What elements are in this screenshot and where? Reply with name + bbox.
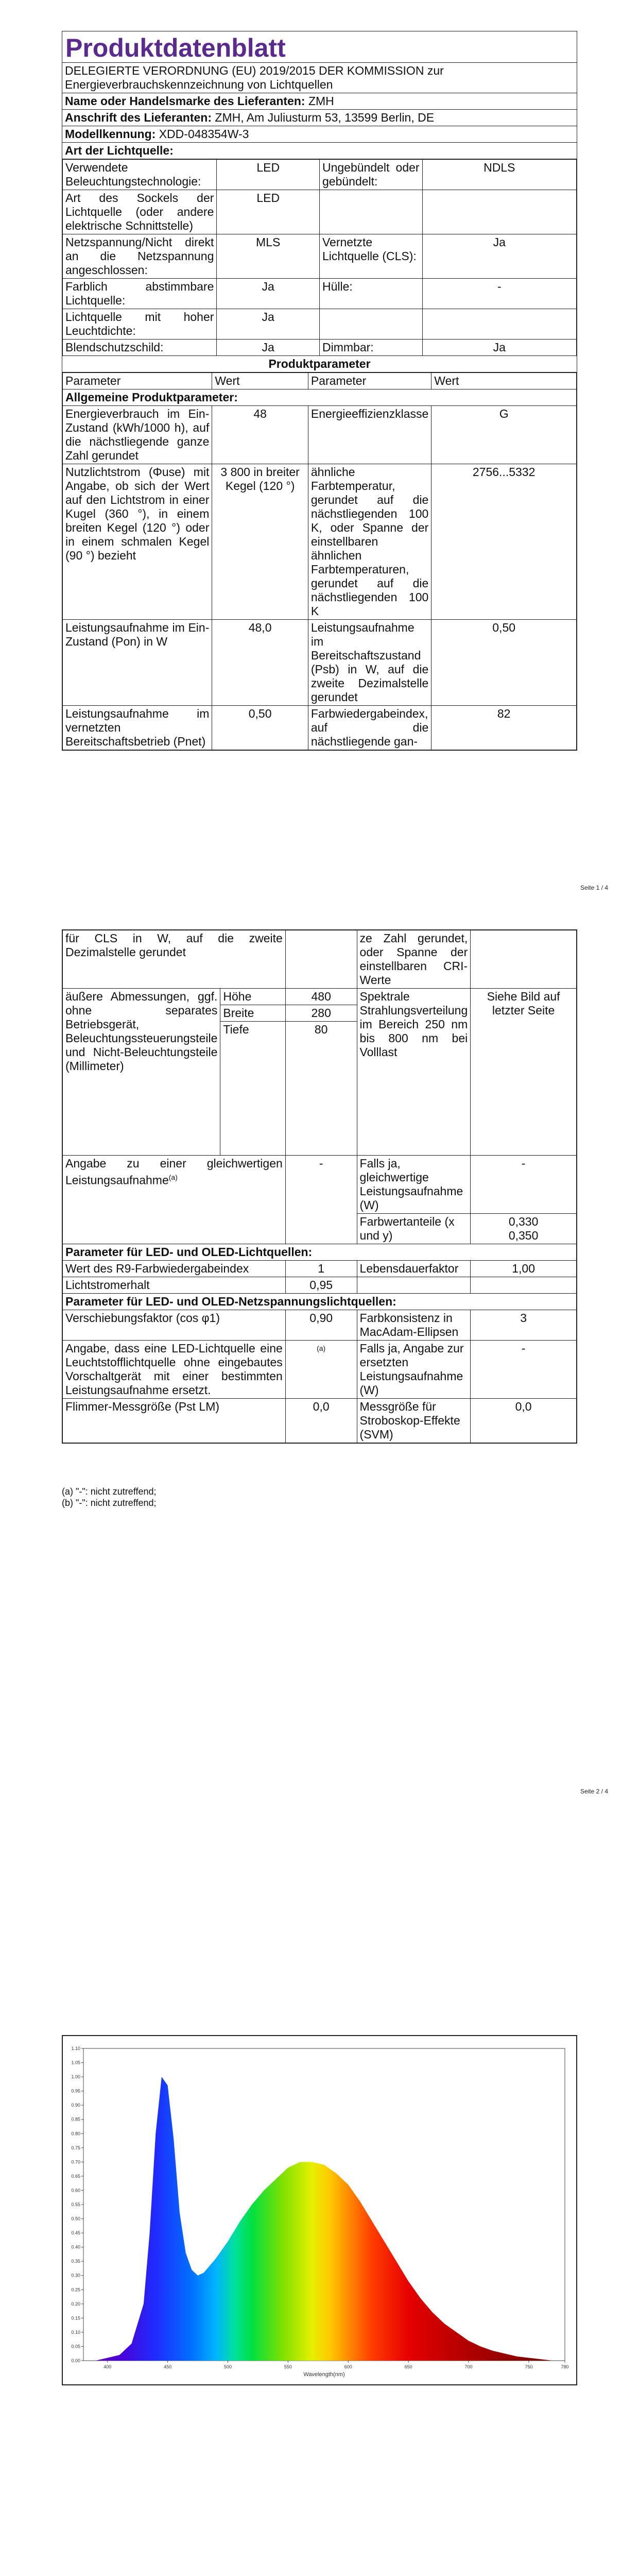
datasheet-table-1: [62, 31, 577, 751]
light-source-row: [63, 160, 577, 190]
dim-depth-value: 80: [285, 1022, 357, 1156]
light-source-row: [63, 234, 577, 279]
y-tick-label: 0.80: [71, 2131, 80, 2137]
spectrum-label: Spektrale Strahlungsverteilung im Bereich 250 nm bis 800 nm bei Volllast: [357, 989, 471, 1156]
dim-depth-label: Tiefe: [220, 1022, 285, 1156]
product-params-heading: Produktparameter: [268, 357, 371, 370]
dim-height-value: 480: [285, 989, 357, 1005]
row-value: Ja: [217, 279, 320, 309]
x-tick-label: 400: [103, 2364, 112, 2369]
y-tick-label: 0.60: [71, 2188, 80, 2193]
dim-width-label: Breite: [220, 1005, 285, 1022]
chromaticity-x: 0,330: [508, 1215, 539, 1228]
row-value: -: [422, 279, 576, 309]
dim-width-value: 280: [285, 1005, 357, 1022]
y-tick-label: 0.65: [71, 2173, 80, 2179]
param-label: Leistungsaufnahme im vernetzten Bereitschaftsbetrieb (Pnet): [63, 706, 212, 750]
y-tick-label: 0.85: [71, 2116, 80, 2122]
param-label: Nutzlichtstrom (Φuse) mit Angabe, ob sich der Wert auf den Lichtstrom in einer Kugel (360 °), in einem breiten Kegel (120 °) oder in einem schmalen Kegel (90 °) bezieht: [63, 464, 212, 620]
x-tick-label: 450: [164, 2364, 172, 2369]
supplier-address: ZMH, Am Juliusturm 53, 13599 Berlin, DE: [215, 111, 435, 124]
survival-label: Lebensdauerfaktor: [357, 1261, 471, 1277]
model-label: Modellkennung:: [65, 127, 156, 141]
y-tick-label: 0.50: [71, 2216, 80, 2222]
x-tick-label: 550: [284, 2364, 292, 2369]
power-factor-value: 0,90: [285, 1310, 357, 1341]
light-source-type-label: Art der Lichtquelle:: [65, 144, 174, 157]
dim-height-label: Höhe: [220, 989, 285, 1005]
row-label: Vernetzte Lichtquelle (CLS):: [319, 234, 422, 279]
footnote-ref: (a): [168, 1173, 178, 1181]
y-tick-label: 0.55: [71, 2202, 80, 2207]
y-tick-label: 1.10: [71, 2046, 80, 2051]
param-label: für CLS in W, auf die zweite Dezimalstelle gerundet: [63, 930, 286, 989]
param-label: Farbwiedergabeindex, auf die nächstliegende gan-: [308, 706, 431, 750]
macadam-value: 3: [471, 1310, 577, 1341]
light-source-row: [63, 309, 577, 340]
row-value: [422, 190, 576, 234]
lumen-maintenance-value: 0,95: [285, 1277, 357, 1294]
y-tick-label: 0.20: [71, 2301, 80, 2307]
y-tick-label: 1.00: [71, 2074, 80, 2080]
x-tick-label: 600: [344, 2364, 352, 2369]
param-value: 48,0: [212, 620, 308, 706]
param-row: [63, 706, 577, 750]
row-value: Ja: [422, 234, 576, 279]
x-tick-label: 780: [561, 2364, 569, 2369]
flicker-label: Flimmer-Messgröße (Pst LM): [63, 1399, 286, 1443]
lumen-maintenance-label: Lichtstromerhalt: [63, 1277, 286, 1294]
row-value: LED: [217, 160, 320, 190]
x-tick-label: 500: [223, 2364, 232, 2369]
footnote-b: (b) "-": nicht zutreffend;: [62, 1498, 157, 1508]
chromaticity-label: Farbwertanteile (x und y): [357, 1214, 471, 1244]
footnote-a: (a) "-": nicht zutreffend;: [62, 1486, 157, 1497]
general-params-heading: Allgemeine Produktparameter:: [63, 389, 577, 406]
y-tick-label: 0.10: [71, 2329, 80, 2335]
y-tick-label: 0.90: [71, 2103, 80, 2108]
footnotes: [62, 1486, 157, 1509]
y-tick-label: 0.45: [71, 2230, 80, 2236]
mains-params-heading: Parameter für LED- und OLED-Netzspannungslichtquellen:: [63, 1294, 577, 1310]
y-tick-label: 0.15: [71, 2315, 80, 2321]
param-value: G: [431, 406, 577, 464]
row-value: NDLS: [422, 160, 576, 190]
chromaticity-y: 0,350: [508, 1229, 539, 1242]
equiv-value: -: [285, 1156, 357, 1244]
col-param: Parameter: [63, 373, 212, 389]
row-value: Ja: [422, 340, 576, 356]
equiv-label: Angabe zu einer gleichwertigen Leistungsaufnahme: [65, 1157, 283, 1187]
page-number: Seite 1 / 4: [580, 884, 608, 891]
model-id: XDD-048354W-3: [159, 127, 249, 141]
param-label: Energieverbrauch im Ein-Zustand (kWh/1000 h), auf die nächstliegende ganze Zahl gerundet: [63, 406, 212, 464]
replaced-power-value: -: [471, 1341, 577, 1399]
survival-value: 1,00: [471, 1261, 577, 1277]
param-label: Leistungsaufnahme im Bereitschaftszustand (Psb) in W, auf die zweite Dezimalstelle gerundet: [308, 620, 431, 706]
x-tick-label: 750: [525, 2364, 533, 2369]
param-label: Energieeffizienzklasse: [308, 406, 431, 464]
equiv-power-label: Falls ja, gleichwertige Leistungsaufnahme (W): [357, 1156, 471, 1214]
param-value: 82: [431, 706, 577, 750]
y-tick-label: 0.05: [71, 2344, 80, 2349]
param-value: 0,50: [212, 706, 308, 750]
power-factor-label: Verschiebungsfaktor (cos φ1): [63, 1310, 286, 1341]
row-value: [422, 309, 576, 340]
y-tick-label: 0.75: [71, 2145, 80, 2150]
params-table-continued: [62, 930, 577, 1443]
svm-value: 0,0: [471, 1399, 577, 1443]
row-label: [319, 190, 422, 234]
macadam-label: Farbkonsistenz in MacAdam-Ellipsen: [357, 1310, 471, 1341]
param-label: Leistungsaufnahme im Ein-Zustand (Pon) in W: [63, 620, 212, 706]
light-source-table: [62, 159, 577, 356]
y-tick-label: 0.70: [71, 2159, 80, 2165]
y-tick-label: 0.25: [71, 2287, 80, 2293]
param-value: 2756...5332: [431, 464, 577, 620]
page-title: Produktdatenblatt: [62, 31, 577, 63]
row-label: Verwendete Beleuchtungstechnologie:: [63, 160, 217, 190]
row-label: Dimmbar:: [319, 340, 422, 356]
led-params-heading: Parameter für LED- und OLED-Lichtquellen:: [63, 1244, 577, 1261]
x-axis-label: Wavelength(nm): [303, 2371, 345, 2378]
col-value: Wert: [212, 373, 308, 389]
replaced-power-label: Falls ja, Angabe zur ersetzten Leistungsaufnahme (W): [357, 1341, 471, 1399]
light-source-row: [63, 340, 577, 356]
row-value: MLS: [217, 234, 320, 279]
row-value: Ja: [217, 309, 320, 340]
param-value: 0,50: [431, 620, 577, 706]
row-value: LED: [217, 190, 320, 234]
spectrum-value: Siehe Bild auf letzter Seite: [471, 989, 577, 1156]
footnote-ref: (a): [317, 1344, 326, 1352]
row-value: Ja: [217, 340, 320, 356]
param-value: 48: [212, 406, 308, 464]
row-label: [319, 309, 422, 340]
row-label: Lichtquelle mit hoher Leuchtdichte:: [63, 309, 217, 340]
param-row: [63, 464, 577, 620]
col-value: Wert: [431, 373, 577, 389]
row-label: Farblich abstimmbare Lichtquelle:: [63, 279, 217, 309]
spectrum-chart: [62, 2035, 577, 2385]
svm-label: Messgröße für Stroboskop-Effekte (SVM): [357, 1399, 471, 1443]
spectrum-fill: [83, 2048, 565, 2361]
row-label: Ungebündelt oder gebündelt:: [319, 160, 422, 190]
page-number: Seite 2 / 4: [580, 1788, 608, 1795]
equiv-power-value: -: [471, 1156, 577, 1214]
supplier-address-label: Anschrift des Lieferanten:: [65, 111, 212, 124]
col-param: Parameter: [308, 373, 431, 389]
param-row: [63, 406, 577, 464]
row-label: Blendschutzschild:: [63, 340, 217, 356]
row-label: Hülle:: [319, 279, 422, 309]
param-value: 3 800 in breiter Kegel (120 °): [212, 464, 308, 620]
y-tick-label: 1.05: [71, 2060, 80, 2065]
datasheet-table-2: [62, 929, 577, 1444]
params-table: [62, 372, 577, 750]
r9-label: Wert des R9-Farbwiedergabeindex: [63, 1261, 286, 1277]
page-1: [0, 0, 639, 904]
supplier-name-label: Name oder Handelsmarke des Lieferanten:: [65, 94, 305, 108]
y-tick-label: 0.00: [71, 2358, 80, 2363]
regulation-text: DELEGIERTE VERORDNUNG (EU) 2019/2015 DER KOMMISSION zur Energieverbrauchskennzeichnung von Lichtquellen: [65, 64, 444, 91]
row-label: Netzspannung/Nicht direkt an die Netzspannung angeschlossen:: [63, 234, 217, 279]
spectrum-chart-svg: [63, 2036, 576, 2384]
x-tick-label: 650: [404, 2364, 412, 2369]
y-tick-label: 0.35: [71, 2259, 80, 2264]
y-tick-label: 0.40: [71, 2244, 80, 2250]
r9-value: 1: [285, 1261, 357, 1277]
light-source-row: [63, 190, 577, 234]
y-tick-label: 0.30: [71, 2273, 80, 2278]
y-tick-label: 0.95: [71, 2088, 80, 2094]
light-source-row: [63, 279, 577, 309]
x-tick-label: 700: [464, 2364, 473, 2369]
fluorescent-replace-label: Angabe, dass eine LED-Lichtquelle eine Leuchtstofflichtquelle ohne eingebautes Vorschaltgerät mit einer bestimmten Leistungsaufnahme ersetzt.: [63, 1341, 286, 1399]
supplier-name: ZMH: [308, 94, 334, 108]
dimensions-label: äußere Abmessungen, ggf. ohne separates Betriebsgerät, Beleuchtungssteuerungsteile und Nicht-Beleuchtungsteile (Millimeter): [63, 989, 220, 1156]
param-label: ähnliche Farbtemperatur, gerundet auf die nächstliegenden 100 K, oder Spanne der einstellbaren ähnlichen Farbtemperaturen, gerundet auf die nächstliegenden 100 K: [308, 464, 431, 620]
param-label: ze Zahl gerundet, oder Spanne der einstellbaren CRI-Werte: [357, 930, 471, 989]
page-2: [0, 904, 639, 1807]
row-label: Art des Sockels der Lichtquelle (oder andere elektrische Schnittstelle): [63, 190, 217, 234]
flicker-value: 0,0: [285, 1399, 357, 1443]
param-row: [63, 620, 577, 706]
